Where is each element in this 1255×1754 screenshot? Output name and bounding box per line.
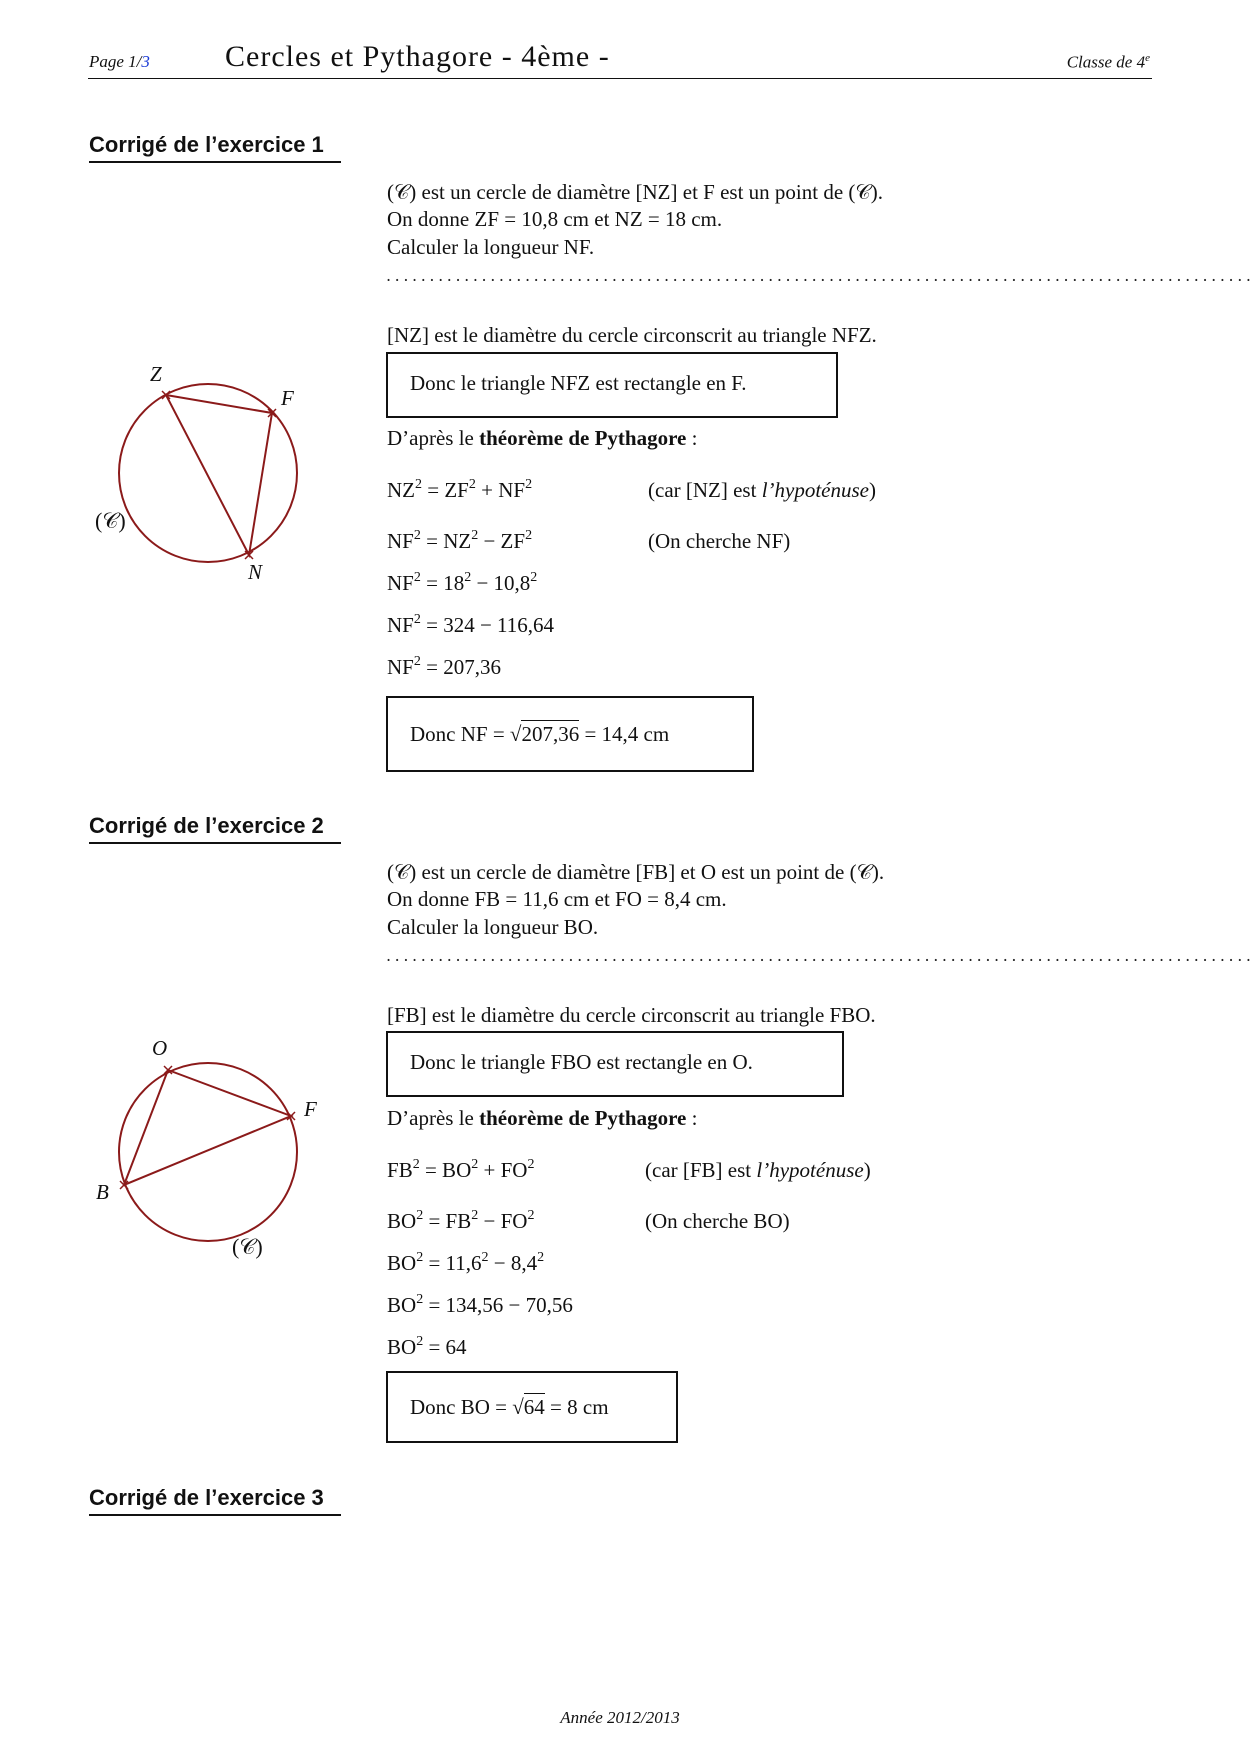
ex2-result-suffix: = 8 cm xyxy=(544,1395,609,1419)
ex1-eq3: $NF^2 = 18^2 - 10,8^2$ xyxy=(387,570,538,595)
ex2-heading: Corrigé de l’exercice 2 xyxy=(89,813,341,844)
header-rule xyxy=(88,78,1152,79)
ex1-theorem-line xyxy=(387,426,697,451)
ex1-result-text xyxy=(410,722,669,747)
page-total-link[interactable]: 3 xyxy=(141,52,150,71)
ex2-circle-figure xyxy=(90,1034,330,1274)
ex2-answer-dots: .................................................................................................... xyxy=(386,946,1255,965)
ex1-statement-line2: On donne ZF = 10,8 cm et NZ = 18 cm. xyxy=(387,207,723,231)
ex1-claim: [NZ] est le diamètre du cercle circonscrit au triangle NFZ. xyxy=(387,323,877,347)
ex2-result-radicand: 64 xyxy=(523,1395,545,1419)
ex1-conclusion-text: Donc le triangle NFZ est rectangle en F. xyxy=(410,371,747,395)
ex1-theorem-prefix: D’après le xyxy=(387,426,480,450)
ex2-eq3: $BO^2 = 11,6^2 - 8,4^2$ xyxy=(387,1250,545,1275)
ex1-theorem-suffix: : xyxy=(686,426,698,450)
ex1-result-radicand: 207,36 xyxy=(521,722,580,746)
ex2-theorem-suffix: : xyxy=(686,1106,698,1130)
ex2-statement-line2: On donne FB = 11,6 cm et FO = 8,4 cm. xyxy=(387,887,727,911)
ex2-theorem-prefix: D’après le xyxy=(387,1106,480,1130)
ex1-eq1-comment-c: ) xyxy=(868,478,876,502)
ex2-eq4: $BO^2 = 134,56 - 70,56$ xyxy=(387,1292,573,1317)
ex1-result-box xyxy=(386,696,754,772)
class-label-text: Classe de 4 xyxy=(1066,52,1146,72)
ex2-statement-line1: (𝒞) est un cercle de diamètre [FB] et O est un point de (𝒞). xyxy=(387,860,885,884)
ex2-conclusion-text: Donc le triangle FBO est rectangle en O. xyxy=(410,1050,753,1074)
ex1-result-prefix: Donc NF = √ xyxy=(410,722,522,746)
ex1-eq2-comment: (On cherche NF) xyxy=(648,529,791,553)
ex2-statement-line3: Calculer la longueur BO. xyxy=(387,915,599,939)
ex1-theorem-name: théorème de Pythagore xyxy=(479,426,687,450)
ex2-circle xyxy=(119,1063,297,1241)
ex2-eq5: $BO^2 = 64$ xyxy=(387,1334,467,1359)
ex1-eq1-comment-b: l’hypoténuse xyxy=(761,478,869,502)
ex1-statement-line1: (𝒞) est un cercle de diamètre [NZ] et F est un point de (𝒞). xyxy=(387,180,883,204)
ex2-theorem-name: théorème de Pythagore xyxy=(479,1106,687,1130)
ex1-answer-dots: .................................................................................................... xyxy=(386,266,1255,285)
ex1-eq4: $NF^2 = 324 - 116,64$ xyxy=(387,612,555,637)
ex1-eq2: $NF^2 = NZ^2 - ZF^2$ xyxy=(387,528,533,553)
document-title: Cercles et Pythagore - 4ème - xyxy=(225,40,610,73)
ex2-label-B: B xyxy=(96,1180,109,1204)
ex2-claim: [FB] est le diamètre du cercle circonscrit au triangle FBO. xyxy=(387,1003,876,1027)
ex1-label-Z: Z xyxy=(150,362,162,386)
page-prefix: Page 1/ xyxy=(89,52,142,71)
ex1-conclusion-box xyxy=(386,352,838,418)
header-page-number xyxy=(89,52,150,72)
ex1-heading: Corrigé de l’exercice 1 xyxy=(89,132,341,163)
ex2-eq1-comment-b: l’hypoténuse xyxy=(756,1158,864,1182)
ex1-result-suffix: = 14,4 cm xyxy=(579,722,670,746)
class-label-sup: e xyxy=(1145,52,1150,64)
ex2-triangle xyxy=(124,1070,291,1185)
ex1-eq1: $NZ^2 = ZF^2 + NF^2$ xyxy=(387,477,533,502)
ex1-label-N: N xyxy=(248,560,263,584)
ex2-label-F: F xyxy=(304,1097,317,1121)
ex1-circle-figure xyxy=(90,355,330,595)
ex2-theorem-line xyxy=(387,1106,697,1131)
ex1-eq5: $NF^2 = 207,36$ xyxy=(387,654,501,679)
ex1-label-F: F xyxy=(281,386,294,410)
class-label xyxy=(1067,52,1150,73)
ex1-point-marks xyxy=(162,391,276,559)
ex2-conclusion-box xyxy=(386,1031,844,1097)
ex2-label-C: (𝒞) xyxy=(232,1234,263,1259)
ex2-result-box xyxy=(386,1371,678,1443)
ex2-eq1-comment xyxy=(645,1158,871,1183)
ex3-heading: Corrigé de l’exercice 3 xyxy=(89,1485,341,1516)
ex1-eq1-comment-a: (car [NZ] est xyxy=(648,478,762,502)
ex2-label-O: O xyxy=(152,1036,168,1060)
ex1-triangle xyxy=(166,395,272,555)
ex2-eq2-comment: (On cherche BO) xyxy=(645,1209,790,1233)
footer-year: Année 2012/2013 xyxy=(560,1708,680,1727)
ex1-statement-line3: Calculer la longueur NF. xyxy=(387,235,595,259)
ex2-eq1-comment-a: (car [FB] est xyxy=(645,1158,757,1182)
ex2-eq1: $FB^2 = BO^2 + FO^2$ xyxy=(387,1157,535,1182)
ex2-eq1-comment-c: ) xyxy=(863,1158,871,1182)
ex1-label-C: (𝒞) xyxy=(95,508,126,533)
ex2-eq2: $BO^2 = FB^2 - FO^2$ xyxy=(387,1208,535,1233)
ex2-result-text xyxy=(410,1395,609,1420)
ex1-eq1-comment xyxy=(648,478,876,503)
ex2-result-prefix: Donc BO = √ xyxy=(410,1395,524,1419)
